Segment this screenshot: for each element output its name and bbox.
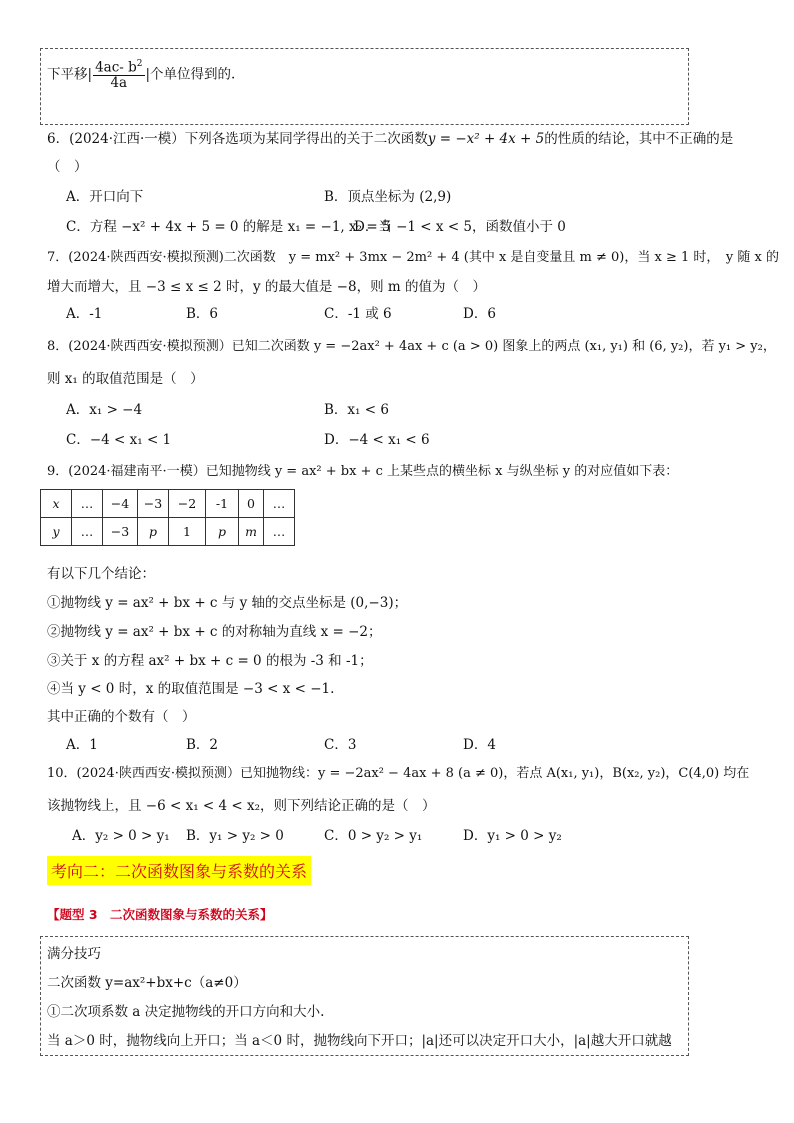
table-cell: m [239, 518, 264, 546]
q7-option-a[interactable]: A．-1 [66, 306, 103, 322]
q8-option-b[interactable]: B．x₁ < 6 [324, 402, 389, 418]
q8-option-c[interactable]: C．−4 < x₁ < 1 [66, 432, 172, 448]
q6-option-c[interactable]: C．方程 −x² + 4x + 5 = 0 的解是 x₁ = −1, x₂ = 5 [66, 219, 391, 235]
q9-ask: 其中正确的个数有（ ） [47, 709, 196, 725]
q9-option-b[interactable]: B．2 [186, 737, 219, 753]
q6-option-b[interactable]: B．顶点坐标为 (2,9) [324, 189, 452, 205]
tips-title: 满分技巧 [47, 946, 101, 962]
q10-option-d[interactable]: D．y₁ > 0 > y₂ [463, 828, 562, 844]
q9-conclusion-3: ③关于 x 的方程 ax² + bx + c = 0 的根为 -3 和 -1； [47, 653, 373, 669]
q7-line2: 增大而增大，且 −3 ≤ x ≤ 2 时，y 的最大值是 −8，则 m 的值为（ ） [47, 279, 486, 295]
q7-option-c[interactable]: C．-1 或 6 [324, 306, 392, 322]
translation-text: 下平移| $\frac{4ac- b^2}{4a}$ |个单位得到的. [47, 59, 236, 91]
q7-option-b[interactable]: B．6 [186, 306, 219, 322]
table-cell: x [41, 490, 72, 518]
table-cell: -1 [206, 490, 239, 518]
table-cell: 0 [239, 490, 264, 518]
q6-option-d[interactable]: D．当 −1 < x < 5，函数值小于 0 [354, 219, 566, 235]
q8-option-d[interactable]: D．−4 < x₁ < 6 [324, 432, 430, 448]
q9-option-a[interactable]: A．1 [66, 737, 98, 753]
q8-line1: 8．(2024·陕西西安·模拟预测）已知二次函数 y = −2ax² + 4ax + c (a > 0) 图象上的两点 (x₁, y₁) 和 (6, y₂)，若 y₁ > y₂， [47, 339, 776, 354]
q10-line2: 该抛物线上，且 −6 < x₁ < 4 < x₂，则下列结论正确的是（ ） [47, 798, 436, 814]
table-cell: y [41, 518, 72, 546]
fraction: $\frac{4ac- b^2}{4a}$ [95, 59, 143, 91]
q10-line1: 10．(2024·陕西西安·模拟预测）已知抛物线：y = −2ax² − 4ax + 8 (a ≠ 0)，若点 A(x₁, y₁)，B(x₂, y₂)，C(4,0) 均在 [47, 766, 750, 781]
value-table [40, 489, 295, 546]
table-cell: −3 [138, 490, 169, 518]
q8-option-a[interactable]: A．x₁ > −4 [66, 402, 143, 418]
q9-option-c[interactable]: C．3 [324, 737, 357, 753]
q10-option-c[interactable]: C．0 > y₂ > y₁ [324, 828, 423, 844]
q9-conclusion-2: ②抛物线 y = ax² + bx + c 的对称轴为直线 x = −2； [47, 624, 382, 640]
table-row [41, 490, 295, 518]
table-cell: … [264, 518, 295, 546]
tips-line-1: 二次函数 y=ax²+bx+c（a≠0） [47, 975, 247, 991]
table-row [41, 518, 295, 546]
table-cell: 1 [169, 518, 206, 546]
q9-option-d[interactable]: D．4 [463, 737, 496, 753]
table-cell: … [72, 518, 103, 546]
table-cell: −2 [169, 490, 206, 518]
tips-line-3: 当 a＞0 时，抛物线向上开口；当 a＜0 时，抛物线向下开口；|a|还可以决定开口大小，|a|越大开口就越 [47, 1033, 672, 1049]
q9-line1: 9．(2024·福建南平·一模）已知抛物线 y = ax² + bx + c 上某些点的横坐标 x 与纵坐标 y 的对应值如下表： [47, 464, 679, 479]
q6-paren: （ ） [47, 159, 88, 175]
table-cell: p [138, 518, 169, 546]
table-cell: −3 [103, 518, 138, 546]
q9-conclusion-4: ④当 y < 0 时，x 的取值范围是 −3 < x < −1. [47, 681, 335, 697]
section-banner: 考向二：二次函数图象与系数的关系 [47, 856, 311, 885]
q6-option-a[interactable]: A．开口向下 [66, 189, 144, 205]
q6-stem: 6．(2024·江西·一模）下列各选项为某同学得出的关于二次函数y = −x² + 4x + 5的性质的结论，其中不正确的是 [47, 131, 734, 147]
table-cell: −4 [103, 490, 138, 518]
q10-option-b[interactable]: B．y₁ > y₂ > 0 [186, 828, 284, 844]
q9-intro: 有以下几个结论： [47, 566, 155, 582]
q9-conclusion-1: ①抛物线 y = ax² + bx + c 与 y 轴的交点坐标是 (0,−3)； [47, 595, 408, 611]
question-type-heading: 【题型 3 二次函数图象与系数的关系】 [47, 907, 273, 922]
table-cell: … [264, 490, 295, 518]
q10-option-a[interactable]: A．y₂ > 0 > y₁ [72, 828, 170, 844]
q7-line1: 7．(2024·陕西西安·模拟预测)二次函数 y = mx² + 3mx − 2m² + 4 (其中 x 是自变量且 m ≠ 0)，当 x ≥ 1 时， y 随 x 的 [47, 250, 779, 265]
table-cell: p [206, 518, 239, 546]
q8-line2: 则 x₁ 的取值范围是（ ） [47, 371, 204, 387]
tips-line-2: ①二次项系数 a 决定抛物线的开口方向和大小. [47, 1004, 325, 1020]
table-cell: … [72, 490, 103, 518]
q7-option-d[interactable]: D．6 [463, 306, 496, 322]
